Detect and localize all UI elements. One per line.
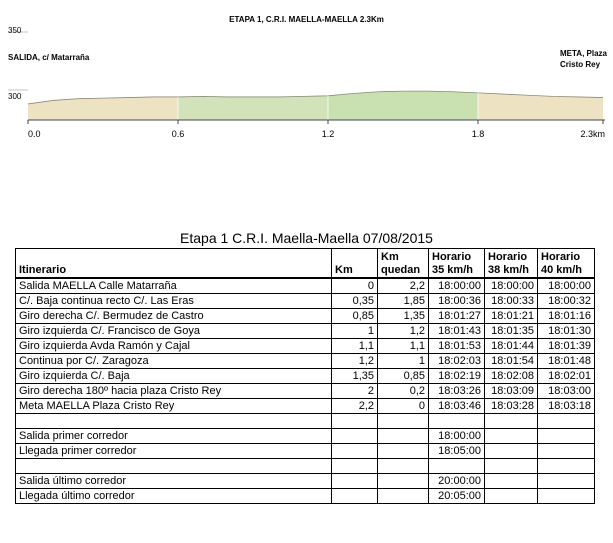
cell-itinerario: Giro derecha C/. Bermudez de Castro <box>16 309 332 324</box>
km-tick-label: 1.2 <box>321 129 335 139</box>
alt-label-350: 350 <box>8 26 22 35</box>
cell-horario-38 <box>485 429 538 444</box>
cell-km-quedan: 1,1 <box>378 339 429 354</box>
cell-horario-35: 20:00:00 <box>429 474 485 489</box>
cell-horario-40: 18:01:30 <box>538 324 595 339</box>
cell-horario-35: 18:02:03 <box>429 354 485 369</box>
cell-horario-38 <box>485 414 538 429</box>
cell-km-quedan <box>378 429 429 444</box>
cell-horario-35: 18:00:00 <box>429 278 485 294</box>
header-horario-38: Horario 38 km/h <box>485 249 538 279</box>
cell-km: 0,85 <box>332 309 378 324</box>
table-row <box>16 324 595 339</box>
cell-horario-40: 18:01:48 <box>538 354 595 369</box>
stage-timetable <box>15 248 595 504</box>
cell-km-quedan: 1,35 <box>378 309 429 324</box>
cell-horario-35 <box>429 459 485 474</box>
cell-horario-40 <box>538 414 595 429</box>
cell-horario-38: 18:01:21 <box>485 309 538 324</box>
cell-km-quedan: 0,85 <box>378 369 429 384</box>
profile-area-segment <box>178 96 328 120</box>
cell-horario-38: 18:03:09 <box>485 384 538 399</box>
alt-label-300: 300 <box>8 92 22 101</box>
cell-itinerario: Llegada último corredor <box>16 489 332 504</box>
cell-itinerario: Giro izquierda Avda Ramón y Cajal <box>16 339 332 354</box>
cell-km: 2,2 <box>332 399 378 414</box>
profile-chart <box>0 0 613 225</box>
cell-horario-35: 18:01:43 <box>429 324 485 339</box>
cell-horario-35: 18:03:46 <box>429 399 485 414</box>
cell-horario-38: 18:03:28 <box>485 399 538 414</box>
cell-horario-35: 18:01:27 <box>429 309 485 324</box>
cell-horario-35: 18:00:36 <box>429 294 485 309</box>
table-header-row <box>16 249 595 279</box>
cell-horario-38 <box>485 459 538 474</box>
finish-label: META, Plaza Cristo Rey <box>560 49 607 69</box>
cell-km <box>332 489 378 504</box>
cell-itinerario <box>16 414 332 429</box>
cell-horario-38: 18:02:08 <box>485 369 538 384</box>
table-row <box>16 369 595 384</box>
cell-horario-40: 18:00:00 <box>538 278 595 294</box>
cell-horario-38 <box>485 444 538 459</box>
start-label: SALIDA, c/ Matarraña <box>8 53 90 62</box>
cell-km-quedan <box>378 489 429 504</box>
cell-horario-40: 18:03:00 <box>538 384 595 399</box>
table-row <box>16 489 595 504</box>
table-row <box>16 459 595 474</box>
table-row <box>16 429 595 444</box>
cell-km-quedan: 1,2 <box>378 324 429 339</box>
cell-km-quedan: 1 <box>378 354 429 369</box>
cell-horario-40: 18:01:39 <box>538 339 595 354</box>
cell-horario-38: 18:00:00 <box>485 278 538 294</box>
table-row <box>16 444 595 459</box>
cell-km-quedan <box>378 459 429 474</box>
cell-horario-35: 18:01:53 <box>429 339 485 354</box>
header-km-quedan: Km quedan <box>378 249 429 279</box>
table-body <box>16 278 595 504</box>
cell-km: 1,2 <box>332 354 378 369</box>
cell-km-quedan: 2,2 <box>378 278 429 294</box>
cell-km: 2 <box>332 384 378 399</box>
cell-horario-35: 18:00:00 <box>429 429 485 444</box>
cell-horario-38: 18:01:44 <box>485 339 538 354</box>
cell-km: 1 <box>332 324 378 339</box>
cell-km-quedan <box>378 444 429 459</box>
km-tick-label: 1.8 <box>471 129 485 139</box>
cell-km: 0 <box>332 278 378 294</box>
cell-itinerario: C/. Baja continua recto C/. Las Eras <box>16 294 332 309</box>
km-tick-label: 2.3km <box>580 129 605 139</box>
cell-km: 1,1 <box>332 339 378 354</box>
header-horario-40: Horario 40 km/h <box>538 249 595 279</box>
cell-horario-40 <box>538 459 595 474</box>
cell-km-quedan <box>378 474 429 489</box>
cell-horario-35 <box>429 414 485 429</box>
cell-km <box>332 429 378 444</box>
cell-itinerario: Meta MAELLA Plaza Cristo Rey <box>16 399 332 414</box>
table-row <box>16 278 595 294</box>
km-tick-label: 0.6 <box>171 129 185 139</box>
cell-km <box>332 474 378 489</box>
table-row <box>16 309 595 324</box>
header-itinerario: Itinerario <box>16 249 332 279</box>
cell-horario-35: 18:02:19 <box>429 369 485 384</box>
profile-area-segment <box>328 91 478 120</box>
cell-itinerario: Continua por C/. Zaragoza <box>16 354 332 369</box>
cell-horario-35: 18:03:26 <box>429 384 485 399</box>
cell-km-quedan: 0,2 <box>378 384 429 399</box>
km-tick-label: 0.0 <box>28 129 41 139</box>
table-title: Etapa 1 C.R.I. Maella-Maella 07/08/2015 <box>180 230 433 246</box>
cell-km-quedan <box>378 414 429 429</box>
cell-horario-40 <box>538 429 595 444</box>
cell-km: 0,35 <box>332 294 378 309</box>
table-row <box>16 294 595 309</box>
cell-itinerario: Salida último corredor <box>16 474 332 489</box>
cell-horario-40: 18:03:18 <box>538 399 595 414</box>
elevation-profile <box>0 0 613 225</box>
cell-km <box>332 444 378 459</box>
header-horario-35: Horario 35 km/h <box>429 249 485 279</box>
cell-itinerario: Llegada primer corredor <box>16 444 332 459</box>
cell-km-quedan: 0 <box>378 399 429 414</box>
cell-itinerario: Giro izquierda C/. Baja <box>16 369 332 384</box>
cell-km <box>332 459 378 474</box>
table-row <box>16 384 595 399</box>
cell-itinerario <box>16 459 332 474</box>
table-row <box>16 339 595 354</box>
cell-horario-40: 18:02:01 <box>538 369 595 384</box>
cell-horario-35: 18:05:00 <box>429 444 485 459</box>
table-row <box>16 354 595 369</box>
cell-itinerario: Giro izquierda C/. Francisco de Goya <box>16 324 332 339</box>
cell-itinerario: Giro derecha 180º hacia plaza Cristo Rey <box>16 384 332 399</box>
cell-horario-35: 20:05:00 <box>429 489 485 504</box>
cell-horario-38: 18:00:33 <box>485 294 538 309</box>
cell-horario-40 <box>538 444 595 459</box>
header-km: Km <box>332 249 378 279</box>
cell-horario-40: 18:00:32 <box>538 294 595 309</box>
table-row <box>16 474 595 489</box>
table-row <box>16 414 595 429</box>
cell-km: 1,35 <box>332 369 378 384</box>
cell-horario-38 <box>485 474 538 489</box>
cell-horario-40: 18:01:16 <box>538 309 595 324</box>
profile-title: ETAPA 1, C.R.I. MAELLA-MAELLA 2.3Km <box>229 15 384 24</box>
cell-horario-38 <box>485 489 538 504</box>
cell-horario-38: 18:01:54 <box>485 354 538 369</box>
cell-itinerario: Salida MAELLA Calle Matarraña <box>16 278 332 294</box>
cell-km-quedan: 1,85 <box>378 294 429 309</box>
cell-horario-38: 18:01:35 <box>485 324 538 339</box>
cell-itinerario: Salida primer corredor <box>16 429 332 444</box>
cell-horario-40 <box>538 474 595 489</box>
cell-km <box>332 414 378 429</box>
table-row <box>16 399 595 414</box>
cell-horario-40 <box>538 489 595 504</box>
